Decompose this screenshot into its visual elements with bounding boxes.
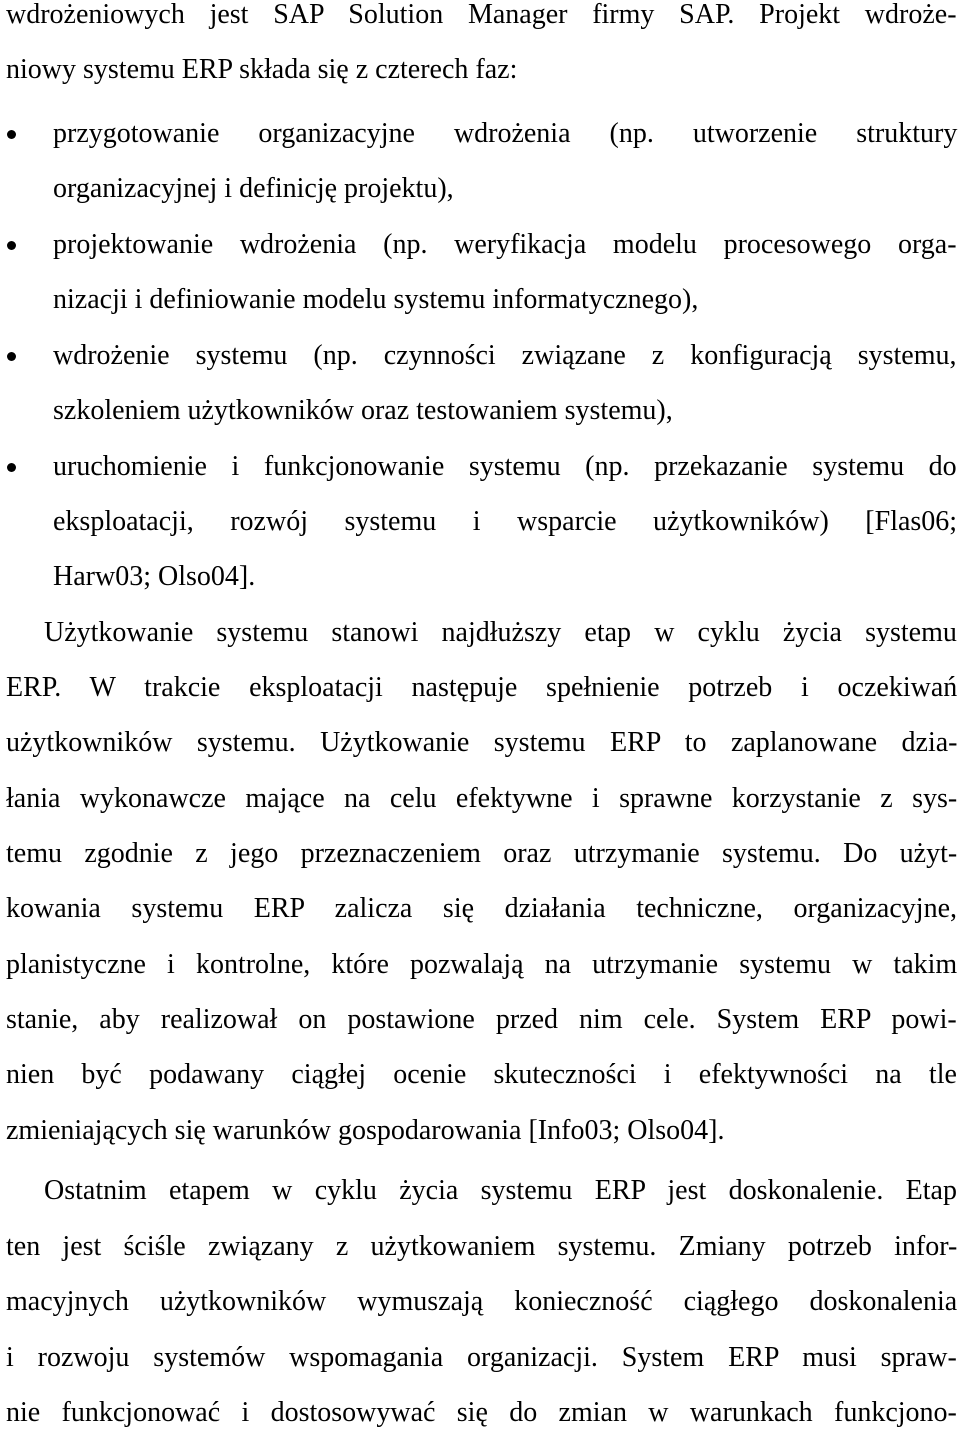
text-line: kowania systemu ERP zalicza się działania techniczne, organizacyjne,	[6, 893, 957, 924]
bullet-text-line: uruchomienie i funkcjonowanie systemu (np. przekazanie systemu do	[53, 451, 957, 482]
text-line: nien być podawany ciągłej ocenie skuteczności i efektywności na tle	[6, 1059, 957, 1090]
bullet-text-line: Harw03; Olso04].	[53, 561, 256, 592]
bullet-text-line: nizacji i definiowanie modelu systemu informatycznego),	[53, 284, 699, 315]
bullet-icon	[7, 352, 16, 361]
text-line: ten jest ściśle związany z użytkowaniem systemu. Zmiany potrzeb infor-	[6, 1231, 958, 1262]
bullet-text-line: wdrożenie systemu (np. czynności związane z konfiguracją systemu,	[53, 340, 957, 371]
text-line: macyjnych użytkowników wymuszają konieczność ciągłego doskonalenia	[6, 1286, 958, 1317]
text-line: i rozwoju systemów wspomagania organizacji. System ERP musi spraw-	[6, 1342, 957, 1373]
text-line: łania wykonawcze mające na celu efektywne i sprawne korzystanie z sys-	[6, 783, 958, 814]
text-line: temu zgodnie z jego przeznaczeniem oraz utrzymanie systemu. Do użyt-	[6, 838, 958, 869]
bullet-icon	[7, 463, 16, 472]
paragraph-first-line: Ostatnim etapem w cyklu życia systemu ERP jest doskonalenie. Etap	[44, 1175, 957, 1206]
bullet-text-line: organizacyjnej i definicję projektu),	[53, 173, 454, 204]
bullet-text-line: szkoleniem użytkowników oraz testowaniem systemu),	[53, 395, 673, 426]
bullet-text-line: projektowanie wdrożenia (np. weryfikacja modelu procesowego orga-	[53, 229, 957, 260]
text-line: planistyczne i kontrolne, które pozwalają na utrzymanie systemu w takim	[6, 949, 958, 980]
text-line: nie funkcjonować i dostosowywać się do zmian w warunkach funkcjono-	[6, 1397, 957, 1428]
bullet-text-line: przygotowanie organizacyjne wdrożenia (np. utworzenie struktury	[53, 118, 958, 149]
text-line: zmieniających się warunków gospodarowania [Info03; Olso04].	[6, 1115, 725, 1146]
paragraph-first-line: Użytkowanie systemu stanowi najdłuższy etap w cyklu życia systemu	[44, 617, 957, 648]
bullet-icon	[7, 130, 16, 139]
text-line: niowy systemu ERP składa się z czterech faz:	[6, 54, 518, 85]
bullet-icon	[7, 241, 16, 250]
text-line: użytkowników systemu. Użytkowanie systemu ERP to zaplanowane dzia-	[6, 727, 958, 758]
text-line: ERP. W trakcie eksploatacji następuje spełnienie potrzeb i oczekiwań	[6, 672, 958, 703]
text-line: wdrożeniowych jest SAP Solution Manager firmy SAP. Projekt wdroże-	[6, 0, 957, 30]
text-line: stanie, aby realizował on postawione przed nim cele. System ERP powi-	[6, 1004, 957, 1035]
bullet-text-line: eksploatacji, rozwój systemu i wsparcie użytkowników) [Flas06;	[53, 506, 958, 537]
